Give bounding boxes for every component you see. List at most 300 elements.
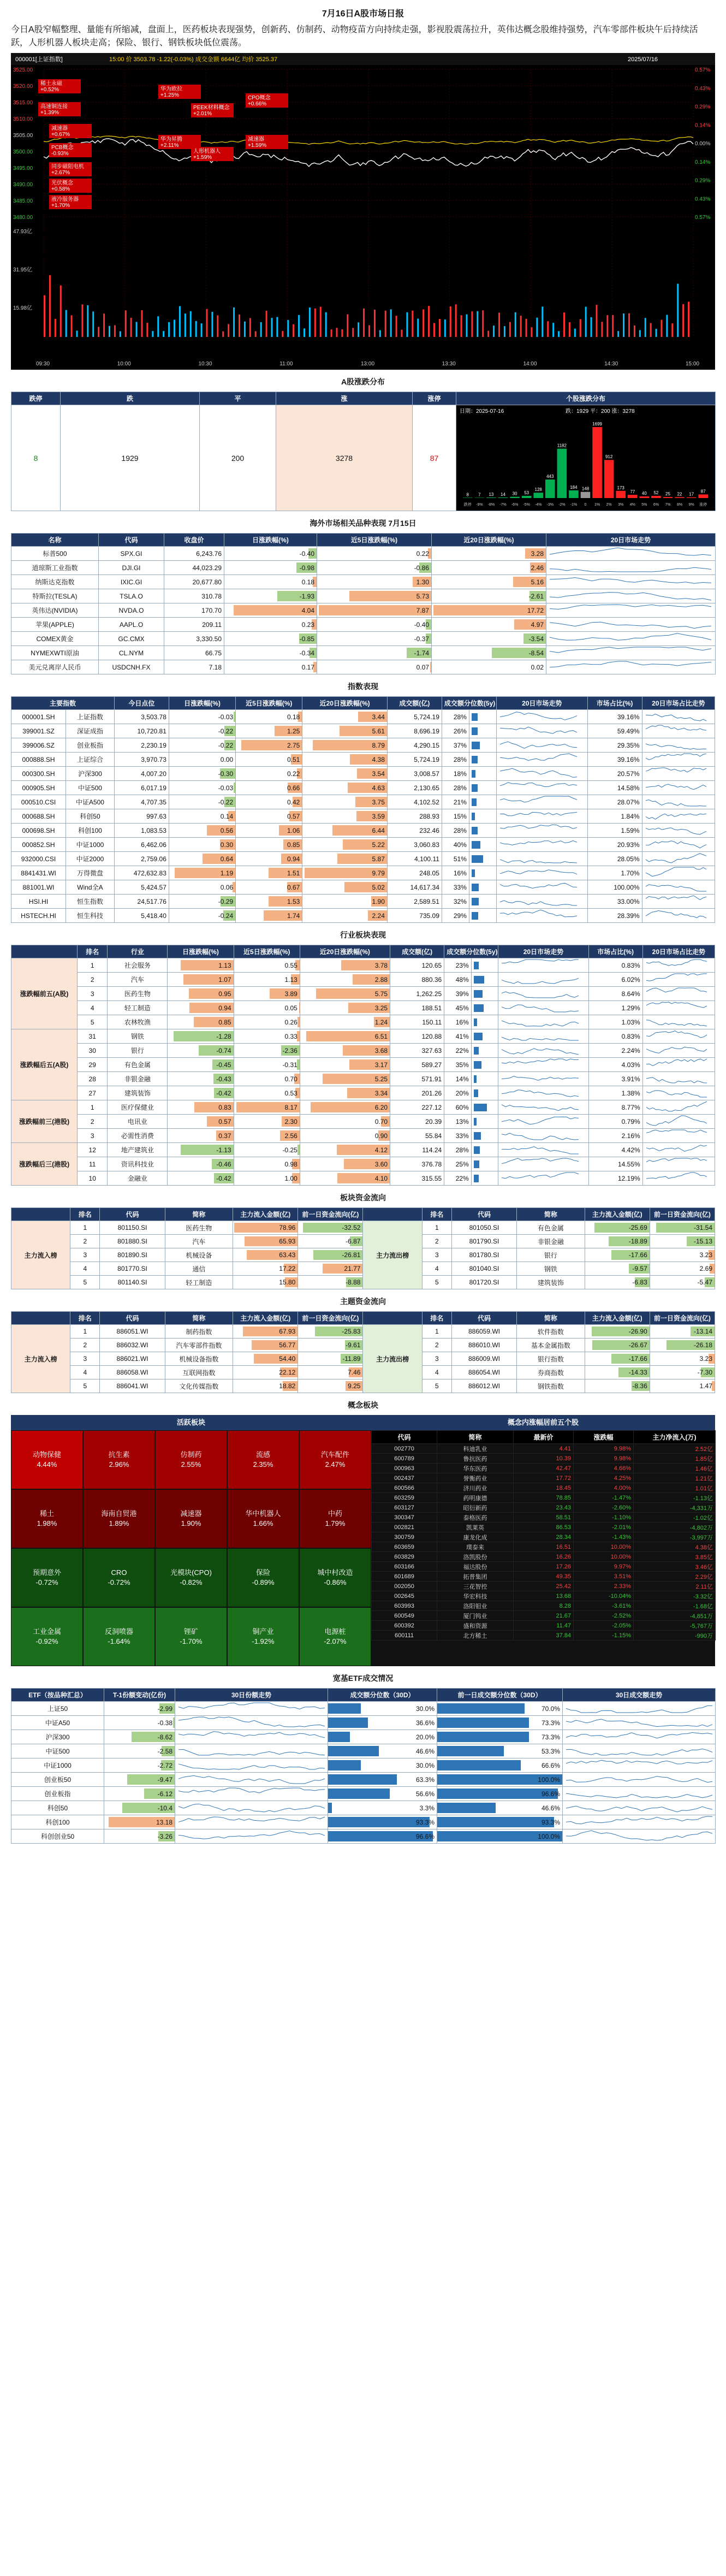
index-chg <box>302 809 388 824</box>
industry-flow-out-label: 主力流出榜 <box>363 1221 422 1289</box>
volume-bar <box>336 328 338 337</box>
overseas-close: 170.70 <box>164 603 224 618</box>
concept-change: -0.89% <box>252 1578 275 1586</box>
index-share: 28.39% <box>587 909 642 923</box>
concept-name: 汽车配件 <box>320 1450 349 1459</box>
dist-bar <box>545 479 555 498</box>
report-summary: 今日A股窄幅整理、量能有所缩减，盘面上，医药板块表现强势，创新药、仿制药、动物疫苗方向持续走强，影视股震荡拉升，英伟达概念股维持强势，汽车零部件板块午后持续活跃，人形机器人板块走高；保险、银行、钢铁板块低位震荡。 <box>11 25 698 48</box>
etf-header: 30日份额走势 <box>175 1689 328 1702</box>
sector-share-spark <box>642 1100 715 1115</box>
theme-flow-out-prev-text: 1.47 <box>699 1382 712 1390</box>
concept-change: 1.66% <box>253 1519 273 1527</box>
sector-turnover: 376.78 <box>390 1157 444 1171</box>
sector-spark <box>498 1072 588 1086</box>
sectors-table <box>11 945 715 1186</box>
volume-bar <box>536 318 538 337</box>
index-share: 1.84% <box>587 809 642 824</box>
annotation-value: +2.01% <box>193 111 212 117</box>
sector-row <box>11 1171 715 1186</box>
etf-share-change <box>104 1716 175 1730</box>
index-share: 39.16% <box>587 753 642 767</box>
etf-pct-text: 36.6% <box>415 1719 435 1727</box>
overseas-spark <box>546 561 716 575</box>
sparkline-line <box>646 828 706 834</box>
sparkline-line <box>646 800 706 807</box>
industry-flow-in-rank: 1 <box>70 1221 100 1235</box>
index-name: 科创100 <box>66 824 115 838</box>
concept-name: 流感 <box>255 1450 270 1459</box>
index-code: 000698.SH <box>11 824 66 838</box>
index-chg-text: -0.24 <box>218 911 234 920</box>
concept-change: 4.44% <box>37 1460 57 1468</box>
sparkline <box>501 1072 580 1084</box>
index-pct-bar <box>469 795 496 809</box>
etf-share-spark <box>175 1716 328 1730</box>
index-spark <box>496 795 587 809</box>
volume-bar <box>81 304 83 337</box>
dist-bar-label: 52 <box>653 490 659 496</box>
theme-flow-out-prev <box>650 1325 715 1339</box>
sparkline <box>177 1758 326 1770</box>
concept-stock-price: 10.39 <box>514 1454 574 1464</box>
index-chg <box>169 753 235 767</box>
annotation-value: +0.52% <box>40 87 59 93</box>
industry-flow-out-amount-text: -25.69 <box>628 1224 647 1231</box>
concept-stock-netflow: 1.46亿 <box>634 1464 716 1473</box>
concept-stock-price: 16.51 <box>514 1542 574 1552</box>
sector-pct-bar <box>471 987 498 1001</box>
sector-pct-bar <box>471 958 498 973</box>
concept-list-header: 最新价 <box>514 1431 574 1444</box>
sector-chg <box>300 1029 390 1044</box>
etf-row <box>11 1744 716 1758</box>
index-share: 1.70% <box>587 866 642 880</box>
etf-table <box>11 1688 716 1844</box>
etf-pct-text: 56.6% <box>415 1790 435 1798</box>
industry-flow-in-amount <box>233 1248 298 1262</box>
theme-flow-out-amount-text: -14.33 <box>628 1369 647 1376</box>
x-tick-label: 10:30 <box>198 361 212 367</box>
dist-bar-label: 87 <box>700 489 706 494</box>
sector-spark <box>498 1171 588 1186</box>
sector-chg <box>168 1029 234 1044</box>
theme-flow-out-name: 银行指数 <box>517 1352 585 1366</box>
sector-pct-bar-fill <box>474 1089 478 1097</box>
pct-tick-label: 0.29% <box>695 177 711 184</box>
concept-stock-netflow: -3,997万 <box>634 1532 716 1542</box>
sector-chg <box>168 1072 234 1086</box>
sectors-header: 近5日涨跌幅(%) <box>234 945 300 958</box>
overseas-chg-text: -0.37 <box>414 635 429 643</box>
dist-up: 3278 <box>276 405 413 511</box>
concept-stock-price: 18.45 <box>514 1483 574 1493</box>
sector-pct-rank: 41% <box>444 1029 472 1044</box>
avg-price-line <box>44 136 693 144</box>
etf-pct-text: 20.0% <box>415 1733 435 1741</box>
dist-bar-label: 128 <box>534 487 542 493</box>
theme-flow-in-prev <box>298 1352 363 1366</box>
sector-chg <box>234 1086 300 1100</box>
index-level: 4,007.20 <box>114 767 169 781</box>
volume-bar <box>114 325 116 337</box>
theme-flow-in-code: 886051.WI <box>100 1325 165 1339</box>
dist-bar-label: 40 <box>641 490 647 496</box>
index-pct-bar-fill <box>472 912 478 920</box>
etf-share-change <box>104 1787 175 1801</box>
etf-name: 沪深300 <box>11 1730 104 1744</box>
dist-cat-label: -7% <box>499 503 507 507</box>
etf-header: 前一日成交额分位数（30D） <box>437 1689 563 1702</box>
indices-section <box>11 681 715 923</box>
theme-flow-out-amount <box>585 1339 650 1352</box>
sparkline-line <box>646 1047 707 1053</box>
overseas-row <box>11 589 716 603</box>
concept-stock-price: 8.28 <box>514 1601 574 1611</box>
concept-stock-code: 603127 <box>372 1503 437 1513</box>
concept-cell <box>83 1430 155 1489</box>
overseas-name: COMEX黄金 <box>11 632 99 646</box>
volume-bar <box>55 319 56 337</box>
sector-chg <box>168 1115 234 1129</box>
volume-bar <box>276 317 278 337</box>
index-pct-bar-fill <box>472 869 475 877</box>
theme-flow-out-code: 886010.WI <box>451 1339 516 1352</box>
sector-share-spark <box>642 1143 715 1157</box>
theme-flow-out-amount-text: -26.67 <box>628 1341 647 1349</box>
index-chg-text: 3.59 <box>372 812 385 820</box>
indices-header: 日涨跌幅(%) <box>169 697 235 710</box>
theme-flow-title: 主题资金流向 <box>340 1297 386 1306</box>
dist-cat-label: 0 <box>584 503 587 507</box>
sector-rank: 3 <box>78 987 108 1001</box>
etf-row <box>11 1801 716 1815</box>
volume-bar <box>645 318 646 337</box>
sector-chg-text: 0.26 <box>284 1018 297 1026</box>
index-pct-bar-fill <box>472 855 483 863</box>
sector-pct-bar <box>471 1001 498 1015</box>
theme-flow-out-amount <box>585 1352 650 1366</box>
pct-tick-label: 0.57% <box>695 215 711 221</box>
volume-bar <box>314 309 316 337</box>
industry-flow-out-name: 非银金融 <box>517 1235 585 1248</box>
sparkline-line <box>646 1031 707 1038</box>
sparkline-line <box>500 901 577 905</box>
sector-rank: 27 <box>78 1086 108 1100</box>
sparkline-line <box>566 1706 712 1713</box>
volume-bar <box>44 295 45 337</box>
overseas-row <box>11 618 716 632</box>
overseas-close: 209.11 <box>164 618 224 632</box>
index-chg-text: -0.22 <box>218 727 234 735</box>
concept-stock-code: 600392 <box>372 1621 437 1631</box>
sector-chg <box>234 1115 300 1129</box>
sparkline <box>501 1157 580 1169</box>
etf-share-spark <box>175 1801 328 1815</box>
sparkline <box>499 852 578 864</box>
sparkline <box>177 1702 326 1714</box>
sparkline-line <box>646 854 706 863</box>
volume-bar <box>487 331 489 337</box>
concept-change: 2.96% <box>109 1460 129 1468</box>
sector-pct-rank: 13% <box>444 1115 472 1129</box>
sparkline <box>499 909 578 921</box>
concept-change: -1.92% <box>252 1637 275 1645</box>
theme-flow-out-prev <box>650 1352 715 1366</box>
index-share-spark <box>642 724 715 738</box>
sparkline <box>645 1058 708 1070</box>
volume-bar <box>558 331 560 337</box>
x-tick-label: 14:00 <box>523 361 537 367</box>
concept-change: -0.92% <box>35 1637 58 1645</box>
vol-tick-label: 15.98亿 <box>13 305 33 311</box>
sparkline <box>499 824 578 836</box>
etf-pct-text: 63.3% <box>415 1775 435 1784</box>
etf-pct <box>437 1815 563 1829</box>
volume-bar <box>401 330 403 337</box>
etf-share-spark <box>175 1744 328 1758</box>
theme-flow-out-name: 软件指数 <box>517 1325 585 1339</box>
sector-pct-bar-fill <box>474 976 484 984</box>
sparkline-line <box>646 714 706 721</box>
etf-share-change <box>104 1702 175 1716</box>
concept-stock-change: -2.01% <box>574 1523 634 1532</box>
industry-flow-out-amount-text: -17.66 <box>628 1251 647 1259</box>
industry-flow-in-code: 801890.SI <box>100 1248 165 1262</box>
index-chg-text: 0.30 <box>220 840 234 849</box>
sector-rank: 29 <box>78 1058 108 1072</box>
index-spark <box>496 710 587 724</box>
sparkline-line <box>502 1147 579 1154</box>
index-pct-bar-fill <box>472 827 478 834</box>
concept-name: 海南自贸港 <box>101 1509 137 1518</box>
concept-stock-name: 华宏科技 <box>437 1591 514 1601</box>
theme-flow-in-prev-text: 9.25 <box>348 1382 361 1390</box>
concept-stock-change: 10.00% <box>574 1552 634 1562</box>
industry-flow-in-prev <box>298 1248 363 1262</box>
x-tick-label: 15:00 <box>686 361 700 367</box>
index-pct-rank: 29% <box>442 909 469 923</box>
dist-cat-label: -3% <box>546 503 554 507</box>
etf-share-change <box>104 1815 175 1829</box>
sector-rank: 1 <box>78 1100 108 1115</box>
index-name: Wind全A <box>66 880 115 895</box>
sector-pct-bar-fill <box>474 1175 479 1182</box>
volume-bar <box>574 329 576 337</box>
index-pct-bar <box>469 895 496 909</box>
concept-name: 保险 <box>255 1568 270 1577</box>
theme-flow-in-amount <box>233 1352 298 1366</box>
volume-bar <box>541 306 543 337</box>
etf-share-spark <box>175 1829 328 1844</box>
sector-chg <box>234 1001 300 1015</box>
index-pct-rank: 32% <box>442 895 469 909</box>
sectors-section <box>11 929 715 1186</box>
sparkline <box>177 1744 326 1756</box>
sector-turnover: 1,262.25 <box>390 987 444 1001</box>
index-chg <box>302 710 388 724</box>
overseas-code: SPX.GI <box>99 547 164 561</box>
theme-flow-out-prev-text: -7.30 <box>697 1369 712 1376</box>
sparkline <box>549 632 712 644</box>
volume-bar <box>623 313 624 337</box>
index-pct-bar <box>469 824 496 838</box>
annotation-label: CPO概念 <box>248 95 271 101</box>
index-chg <box>236 781 302 795</box>
concept-list-row <box>372 1572 716 1582</box>
sector-pct-bar-fill <box>474 1146 480 1154</box>
concept-stock-change: 9.98% <box>574 1454 634 1464</box>
concept-stock-price: 25.42 <box>514 1582 574 1591</box>
concept-stock-netflow: 1.01亿 <box>634 1483 716 1493</box>
volume-bar <box>358 322 359 337</box>
index-chg <box>169 909 235 923</box>
theme-flow-header: 前一日资金流向(亿) <box>650 1312 715 1325</box>
industry-flow-out-rank: 1 <box>422 1221 451 1235</box>
index-share-spark <box>642 738 715 753</box>
overseas-name: 苹果(APPLE) <box>11 618 99 632</box>
overseas-row <box>11 646 716 660</box>
sector-rank: 5 <box>78 1015 108 1029</box>
sector-pct-bar-fill <box>474 1047 479 1055</box>
overseas-chg-1 <box>317 575 432 589</box>
theme-flow-header: 简称 <box>517 1312 585 1325</box>
theme-flow-out-code: 886054.WI <box>451 1366 516 1379</box>
concept-change: -0.82% <box>180 1578 203 1586</box>
index-chg-text: 2.24 <box>372 911 385 920</box>
overseas-code: DJI.GI <box>99 561 164 575</box>
sector-share: 1.29% <box>588 1001 642 1015</box>
concept-stock-price: 42.47 <box>514 1464 574 1473</box>
industry-flow-out-amount <box>585 1221 650 1235</box>
sector-chg-text: 3.89 <box>284 990 297 998</box>
index-turnover: 4,100.11 <box>387 852 442 866</box>
etf-section <box>11 1673 715 1844</box>
sparkline <box>501 1029 580 1041</box>
index-share-spark <box>642 866 715 880</box>
sparkline-line <box>178 1831 325 1839</box>
sector-chg <box>168 987 234 1001</box>
index-share-spark <box>642 710 715 724</box>
index-chg <box>302 866 388 880</box>
overseas-spark <box>546 547 716 561</box>
index-chg-text: -0.03 <box>218 784 234 792</box>
concept-stock-change: -2.52% <box>574 1611 634 1621</box>
etf-turnover-spark <box>563 1744 716 1758</box>
volume-bar <box>461 315 462 337</box>
theme-flow-out-amount-text: -17.66 <box>628 1355 647 1363</box>
sector-chg <box>168 1015 234 1029</box>
concept-stock-netflow: -4,851万 <box>634 1611 716 1621</box>
concept-stock-name: 厦门钨业 <box>437 1611 514 1621</box>
sector-pct-rank: 23% <box>444 958 472 973</box>
industry-flow-out-prev <box>650 1262 715 1276</box>
sector-pct-bar <box>471 1072 498 1086</box>
index-chg-text: 0.18 <box>287 713 300 721</box>
etf-row <box>11 1758 716 1773</box>
sector-turnover: 327.63 <box>390 1044 444 1058</box>
volume-bar <box>677 284 679 337</box>
index-pct-rank: 28% <box>442 824 469 838</box>
volume-bar <box>76 330 78 337</box>
dist-bar-label: 1699 <box>592 422 602 427</box>
sparkline-line <box>500 768 577 777</box>
dist-bar-label: 1182 <box>557 443 567 448</box>
sector-chg <box>234 1015 300 1029</box>
etf-pct-text: 46.6% <box>415 1747 435 1755</box>
etf-share-change-text: -3.26 <box>157 1832 172 1840</box>
etf-pct <box>328 1744 437 1758</box>
overseas-chg-text: 5.73 <box>416 592 429 600</box>
sparkline <box>549 547 712 559</box>
index-chg-text: 0.64 <box>220 855 234 863</box>
index-turnover: 232.46 <box>387 824 442 838</box>
overseas-chg-1 <box>317 618 432 632</box>
volume-bar <box>211 312 213 337</box>
concept-name: 光模块(CPO) <box>170 1568 212 1577</box>
sector-name: 非银金融 <box>108 1072 168 1086</box>
concept-stock-netflow: -1.13亿 <box>634 1493 716 1503</box>
sector-chg-text: 0.70 <box>284 1075 297 1083</box>
theme-flow-out-prev-text: -13.14 <box>693 1328 712 1335</box>
sparkline <box>565 1829 713 1841</box>
industry-flow-out-rank: 3 <box>422 1248 451 1262</box>
theme-flow-header: 前一日资金流向(亿) <box>298 1312 363 1325</box>
sparkline <box>177 1716 326 1728</box>
index-chg-text: -0.29 <box>218 897 234 905</box>
sparkline <box>645 1001 708 1013</box>
overseas-chg-0 <box>224 575 317 589</box>
concept-left <box>11 1415 371 1666</box>
sector-name: 农林牧渔 <box>108 1015 168 1029</box>
overseas-row <box>11 575 716 589</box>
concept-stock-name: 北方稀土 <box>437 1631 514 1641</box>
sparkline-line <box>500 883 577 888</box>
industry-flow-out-name: 银行 <box>517 1248 585 1262</box>
indices-row <box>11 710 715 724</box>
overseas-chg-text: 7.87 <box>416 606 429 614</box>
concept-name: 中药 <box>328 1509 342 1518</box>
sparkline <box>565 1773 713 1785</box>
volume-bar <box>606 315 608 337</box>
index-pct-rank: 18% <box>442 767 469 781</box>
concept-change: -1.70% <box>180 1637 203 1645</box>
sector-chg-text: 2.88 <box>374 975 388 984</box>
sector-turnover: 315.55 <box>390 1171 444 1186</box>
index-chg-text: 1.06 <box>287 826 300 834</box>
etf-header: ETF（按品种汇总） <box>11 1689 104 1702</box>
volume-bar <box>596 305 598 337</box>
sector-chg-text: 0.95 <box>218 990 231 998</box>
index-turnover: 288.93 <box>387 809 442 824</box>
sparkline-line <box>646 1172 707 1179</box>
sector-pct-bar <box>471 1115 498 1129</box>
sector-share: 1.03% <box>588 1015 642 1029</box>
concept-stock-name: 济川药业 <box>437 1483 514 1493</box>
etf-pct-text: 30.0% <box>415 1704 435 1713</box>
sparkline-line <box>500 860 577 863</box>
annotation-value: +1.70% <box>51 203 70 209</box>
theme-flow-header <box>11 1312 70 1325</box>
dist-bar-label: 17 <box>689 491 694 497</box>
volume-bar <box>509 322 511 337</box>
overseas-code: TSLA.O <box>99 589 164 603</box>
concept-stock-code: 603993 <box>372 1601 437 1611</box>
concept-stock-name: 拓普集团 <box>437 1572 514 1582</box>
etf-pct <box>328 1702 437 1716</box>
concept-stock-netflow: -3.32亿 <box>634 1591 716 1601</box>
index-share-spark <box>642 895 715 909</box>
industry-flow-header: 代码 <box>451 1208 516 1221</box>
